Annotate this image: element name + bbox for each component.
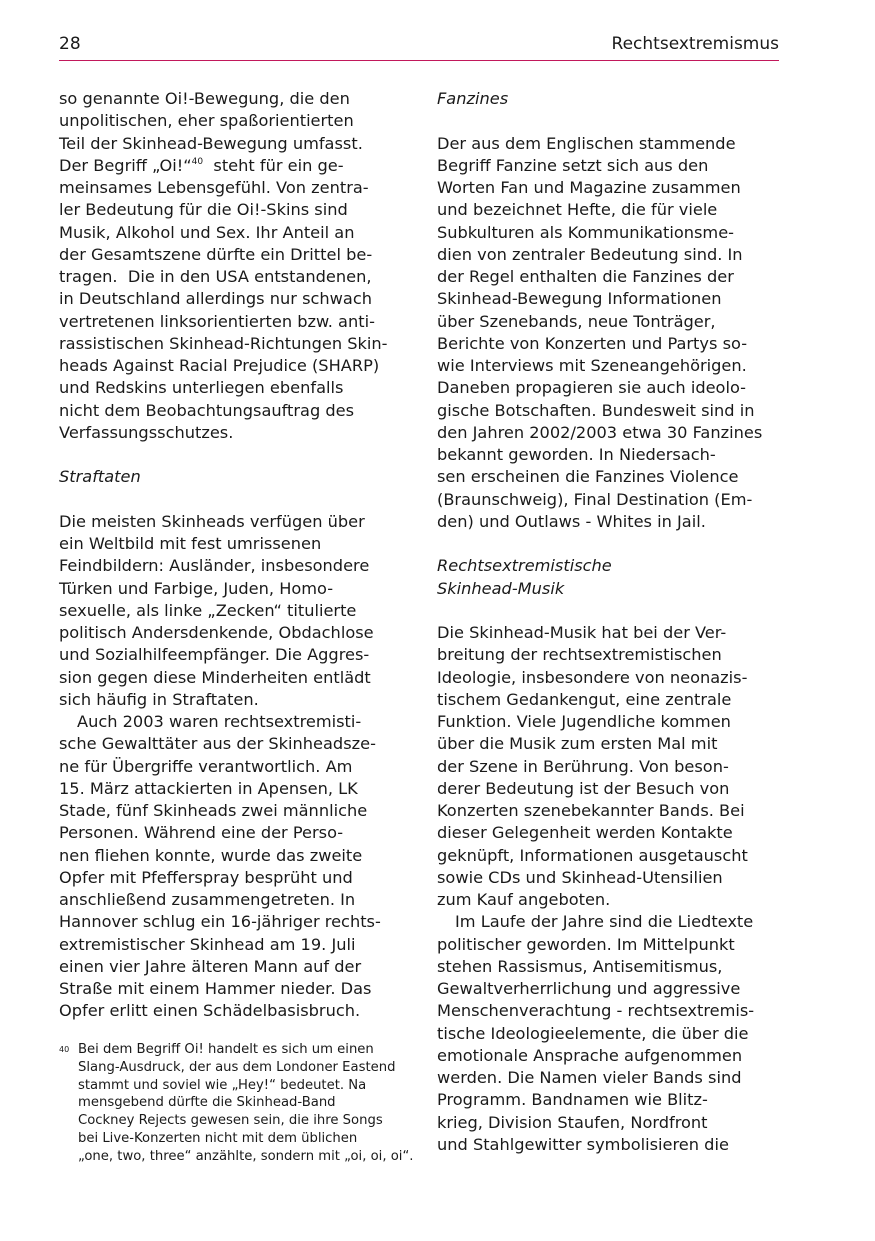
- footnote-marker: 40: [59, 1045, 70, 1054]
- text-line: einen vier Jahre älteren Mann auf der: [59, 956, 362, 976]
- text-line: Im Laufe der Jahre sind die Liedtexte: [455, 912, 754, 932]
- text-line: und Sozialhilfeempfänger. Die Aggres-: [59, 645, 370, 665]
- text-line: der Regel enthalten die Fanzines der: [437, 267, 734, 286]
- text-line: Ideologie, insbesondere von neonazis-: [437, 667, 748, 687]
- text-line: und bezeichnet Hefte, die für viele: [437, 200, 718, 220]
- text-line: tischem Gedankengut, eine zentrale: [437, 689, 732, 709]
- footnote-line: Slang-Ausdruck, der aus dem Londoner Eastend: [78, 1059, 396, 1075]
- text-line: Begriff Fanzine setzt sich aus den: [437, 155, 709, 175]
- text-line: zum Kauf angeboten.: [437, 890, 611, 909]
- text-line: geknüpft, Informationen ausgetauscht: [437, 845, 748, 865]
- footnote-line: „one, two, three“ anzählte, sondern mit „oi, oi, oi“.: [78, 1148, 414, 1164]
- text-line: Straße mit einem Hammer nieder. Das: [59, 979, 372, 998]
- page-number: 28: [59, 34, 81, 54]
- text-line: [59, 155, 404, 177]
- running-title: Rechtsextremismus: [611, 34, 779, 54]
- text-line: Feindbildern: Ausländer, insbesondere: [59, 556, 370, 576]
- text-line: krieg, Division Staufen, Nordfront: [437, 1112, 708, 1132]
- text-line: so genannte Oi!-Bewegung, die den: [59, 89, 350, 108]
- text-line: Konzerten szenebekannter Bands. Bei: [437, 801, 745, 820]
- footnote-40: [59, 1041, 414, 1165]
- text-line: in Deutschland allerdings nur schwach: [59, 289, 372, 309]
- text-line: der Szene in Berührung. Von beson-: [437, 756, 729, 776]
- text-line: wie Interviews mit Szeneangehörigen.: [437, 356, 747, 375]
- text-line: über die Musik zum ersten Mal mit: [437, 734, 718, 754]
- text-line: Funktion. Viele Jugendliche kommen: [437, 712, 731, 731]
- text-line: gische Botschaften. Bundesweit sind in: [437, 400, 755, 420]
- text-line: Menschenverachtung - rechtsextremis-: [437, 1001, 755, 1021]
- text-line: sowie CDs und Skinhead-Utensilien: [437, 867, 723, 887]
- section-heading: Straftaten: [59, 467, 141, 487]
- text-line: (Braunschweig), Final Destination (Em-: [437, 489, 753, 509]
- text-line: tische Ideologieelemente, die über die: [437, 1023, 749, 1043]
- text-line: Personen. Während eine der Perso-: [59, 823, 344, 843]
- text-line: den) und Outlaws - Whites in Jail.: [437, 511, 706, 531]
- text-line: tragen. Die in den USA entstandenen,: [59, 267, 372, 286]
- text-line: ne für Übergriffe verantwortlich. Am: [59, 756, 353, 776]
- footnote-text: [59, 1041, 414, 1165]
- text-line: Berichte von Konzerten und Partys so-: [437, 333, 748, 353]
- text-line: Teil der Skinhead-Bewegung umfasst.: [59, 133, 363, 153]
- text-line: vertretenen linksorientierten bzw. anti-: [59, 311, 375, 331]
- footnote-line: mensgebend dürfte die Skinhead-Band: [78, 1095, 336, 1111]
- text-line: Opfer mit Pfefferspray besprüht und: [59, 867, 353, 887]
- blank-line: [437, 110, 782, 132]
- section-heading: Skinhead-Musik: [437, 578, 565, 598]
- text-line: werden. Die Namen vieler Bands sind: [437, 1068, 742, 1087]
- text-line: politisch Andersdenkende, Obdachlose: [59, 623, 374, 642]
- text-line: rassistischen Skinhead-Richtungen Skin-: [59, 333, 388, 353]
- text-line: ein Weltbild mit fest umrissenen: [59, 534, 322, 553]
- page-header: [59, 34, 779, 60]
- text-line: Türken und Farbige, Juden, Homo-: [59, 578, 334, 598]
- text-line: Hannover schlug ein 16-jähriger rechts-: [59, 912, 381, 932]
- text-line: derer Bedeutung ist der Besuch von: [437, 778, 730, 798]
- section-heading: Fanzines: [437, 89, 509, 108]
- text-line: nen fliehen konnte, wurde das zweite: [59, 845, 363, 865]
- text-line: sen erscheinen die Fanzines Violence: [437, 467, 739, 487]
- text-line: Worten Fan und Magazine zusammen: [437, 178, 741, 197]
- text-line: 15. März attackierten in Apensen, LK: [59, 778, 358, 798]
- footnote-line: Bei dem Begriff Oi! handelt es sich um einen: [78, 1042, 374, 1057]
- text-line: Der aus dem Englischen stammende: [437, 133, 736, 153]
- text-line: Die meisten Skinheads verfügen über: [59, 511, 365, 531]
- blank-line: [437, 533, 782, 555]
- text-line: Stade, fünf Skinheads zwei männliche: [59, 801, 368, 820]
- section-heading: Rechtsextremistische: [437, 556, 612, 576]
- text-line: sich häufig in Straftaten.: [59, 689, 259, 709]
- text-line: dieser Gelegenheit werden Kontakte: [437, 823, 733, 843]
- text-line: und Redskins unterliegen ebenfalls: [59, 378, 344, 398]
- text-line: Auch 2003 waren rechtsextremisti-: [77, 712, 362, 731]
- text-line: extremistischer Skinhead am 19. Juli: [59, 934, 356, 954]
- text-line: Subkulturen als Kommunikationsme-: [437, 222, 734, 242]
- text-line: Verfassungsschutzes.: [59, 422, 234, 442]
- left-column: [59, 88, 404, 1023]
- text-line: der Gesamtszene dürfte ein Drittel be-: [59, 244, 373, 264]
- text-line: Gewaltverherrlichung und aggressive: [437, 979, 741, 998]
- text-line: stehen Rassismus, Antisemitismus,: [437, 956, 723, 976]
- text-line: sche Gewalttäter aus der Skinheadsze-: [59, 734, 376, 754]
- text-line: nicht dem Beobachtungsauftrag des: [59, 400, 355, 420]
- text-line: und Stahlgewitter symbolisieren die: [437, 1134, 729, 1154]
- text-segment: Der Begriff „Oi!“: [59, 155, 192, 175]
- blank-line: [59, 444, 404, 466]
- text-line: Opfer erlitt einen Schädelbasisbruch.: [59, 1001, 361, 1021]
- text-line: bekannt geworden. In Niedersach-: [437, 445, 716, 464]
- text-line: anschließend zusammengetreten. In: [59, 890, 356, 909]
- text-line: emotionale Ansprache aufgenommen: [437, 1045, 743, 1065]
- footnote-line: Cockney Rejects gewesen sein, die ihre Songs: [78, 1113, 383, 1128]
- text-line: über Szenebands, neue Tonträger,: [437, 311, 716, 331]
- text-line: sexuelle, als linke „Zecken“ titulierte: [59, 600, 357, 620]
- text-line: breitung der rechtsextremistischen: [437, 645, 722, 665]
- right-column: [437, 88, 782, 1156]
- text-line: sion gegen diese Minderheiten entlädt: [59, 667, 371, 687]
- footnote-line: stammt und soviel wie „Hey!“ bedeutet. Na: [78, 1077, 367, 1093]
- blank-line: [437, 600, 782, 622]
- footnote-line: bei Live-Konzerten nicht mit dem üblichen: [78, 1130, 358, 1146]
- text-line: politischer geworden. Im Mittelpunkt: [437, 934, 735, 954]
- text-line: den Jahren 2002/2003 etwa 30 Fanzines: [437, 422, 763, 442]
- blank-line: [59, 489, 404, 511]
- text-line: meinsames Lebensgefühl. Von zentra-: [59, 178, 369, 197]
- text-line: ler Bedeutung für die Oi!-Skins sind: [59, 200, 348, 220]
- text-line: Die Skinhead-Musik hat bei der Ver-: [437, 623, 727, 642]
- text-line: Daneben propagieren sie auch ideolo-: [437, 378, 747, 398]
- footnote-reference: 40: [191, 156, 204, 167]
- text-line: Musik, Alkohol und Sex. Ihr Anteil an: [59, 222, 355, 242]
- text-line: Programm. Bandnamen wie Blitz-: [437, 1090, 708, 1110]
- text-line: heads Against Racial Prejudice (SHARP): [59, 356, 380, 375]
- text-segment: steht für ein ge-: [203, 155, 344, 175]
- header-rule: [59, 60, 779, 61]
- text-line: dien von zentraler Bedeutung sind. In: [437, 244, 743, 264]
- text-line: Skinhead-Bewegung Informationen: [437, 289, 722, 309]
- text-line: unpolitischen, eher spaßorientierten: [59, 111, 354, 131]
